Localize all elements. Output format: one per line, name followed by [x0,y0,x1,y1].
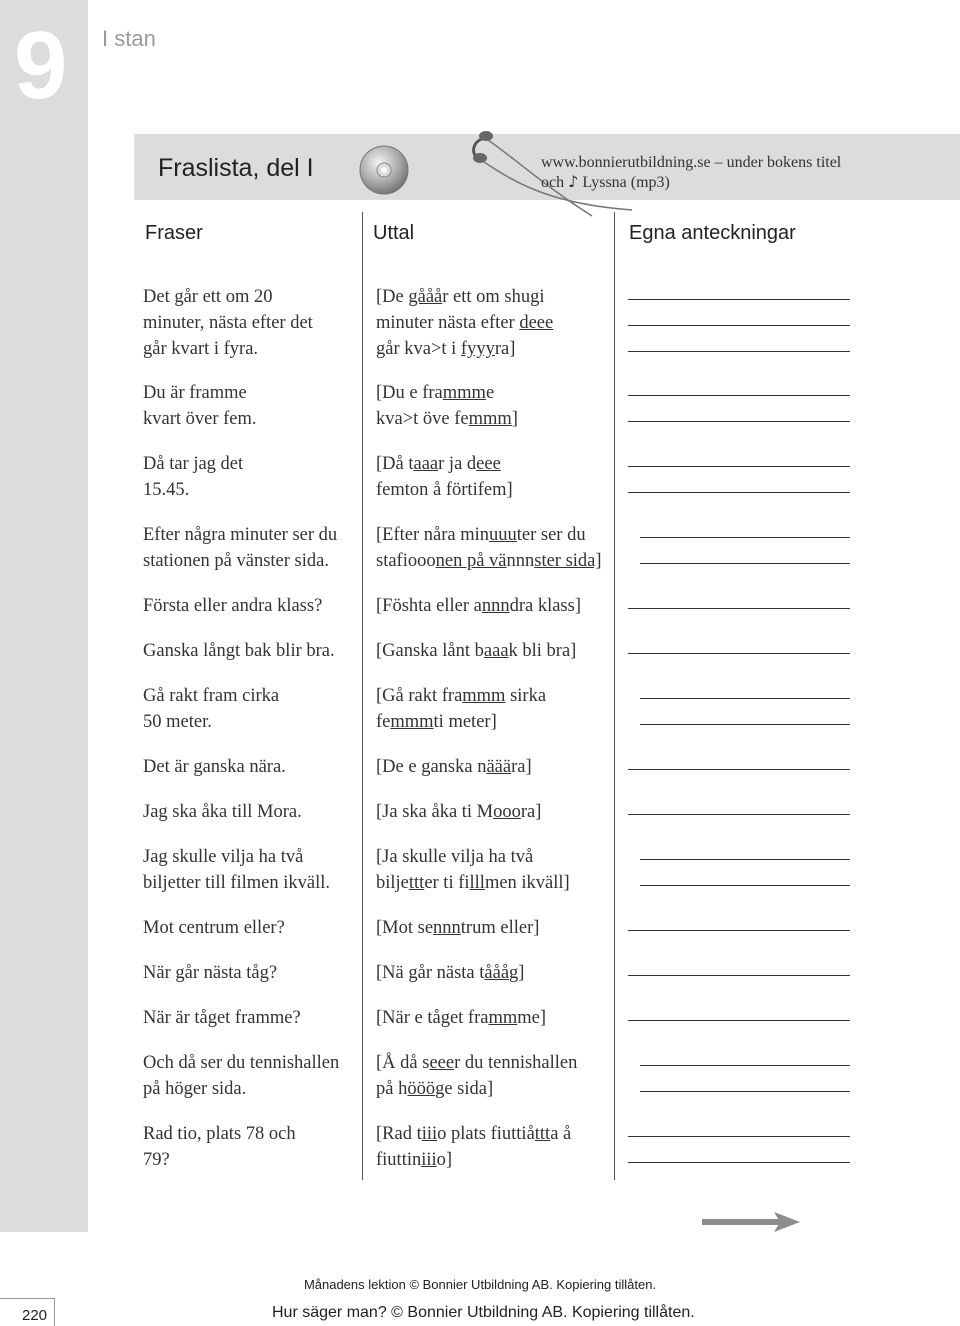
stressed-sound: ttt [534,1124,551,1144]
note-line[interactable] [640,885,850,886]
stressed-sound: mmm [442,383,486,403]
pronunciation-segment: femton å förtifem] [376,480,513,500]
stressed-sound: ster sida] [534,551,602,571]
phrase-line: Gå rakt fram cirka [143,686,280,706]
stressed-sound: eee [429,1053,455,1073]
pronunciation-line [376,1147,616,1173]
pronunciation-segment: r ett om shugi [442,287,545,307]
phrase-text [143,284,363,362]
phrase-line: Jag ska åka till Mora. [143,802,302,822]
note-line[interactable] [640,537,850,538]
pronunciation-line [376,406,616,432]
pronunciation-segment: ge sida] [435,1079,494,1099]
stressed-sound: iii [421,1124,438,1144]
phrase-line: 15.45. [143,480,190,500]
pronunciation-line [376,522,616,548]
stressed-sound: ööö [407,1079,436,1099]
stressed-sound: iii [421,1150,437,1170]
phrase-text [143,799,363,825]
note-line[interactable] [628,975,850,976]
pronunciation-line [376,683,616,709]
note-line[interactable] [640,698,850,699]
chapter-number: 9 [14,12,68,119]
pronunciation-segment: g] [509,963,525,983]
pronunciation-segment: a å [550,1124,572,1144]
pronunciation-segment: [De e ganska n [376,757,487,777]
pronunciation-line [376,336,616,362]
pronunciation-segment: ter ser du [516,525,586,545]
pronunciation-segment: ra] [511,757,532,777]
pronunciation-text [376,960,616,986]
stressed-sound: mmm [390,712,434,732]
note-line[interactable] [628,1136,850,1137]
note-line[interactable] [640,724,850,725]
pronunciation-segment: fiuttin [376,1150,422,1170]
note-line[interactable] [628,653,850,654]
stressed-sound: aaa [483,641,509,661]
phrase-line: biljetter till filmen ikväll. [143,873,331,893]
column-header-phrases: Fraser [145,222,203,244]
pronunciation-line [376,477,616,503]
pronunciation-segment: [Efter nåra min [376,525,489,545]
note-line[interactable] [628,421,850,422]
pronunciation-segment: [Föshta eller a [376,596,482,616]
pronunciation-segment: ra] [494,339,516,359]
pronunciation-segment: [Ja skulle vilja ha två [376,847,534,867]
pronunciation-segment: men ikväll] [484,873,570,893]
note-line[interactable] [628,814,850,815]
pronunciation-line [376,799,616,825]
stressed-sound: deee [519,313,554,333]
pronunciation-text [376,915,616,941]
phrase-line: Och då ser du tennishallen [143,1053,340,1073]
stressed-sound: äää [486,757,512,777]
pronunciation-line [376,1076,616,1102]
listen-prefix: och [541,174,569,191]
pronunciation-text [376,380,616,432]
pronunciation-line [376,870,616,896]
listen-suffix: Lyssna (mp3) [578,174,670,191]
pronunciation-segment: fe [376,712,391,732]
stressed-sound: ååå [484,963,510,983]
note-line[interactable] [628,1020,850,1021]
phrase-text [143,915,363,941]
note-line[interactable] [640,1065,850,1066]
phrase-line: Jag skulle vilja ha två [143,847,304,867]
pronunciation-segment: ] [511,409,518,429]
website-note [541,153,841,192]
note-line[interactable] [628,466,850,467]
phrase-line: Det går ett om 20 [143,287,273,307]
phrase-text [143,638,363,664]
pronunciation-segment: o] [436,1150,453,1170]
pronunciation-line [376,960,616,986]
list-title: Fraslista, del I [158,154,314,182]
phrase-text [143,593,363,619]
phrase-line: på höger sida. [143,1079,247,1099]
pronunciation-text [376,1050,616,1102]
stressed-sound: mmm [468,409,512,429]
phrase-line: stationen på vänster sida. [143,551,329,571]
phrase-text [143,1005,363,1031]
column-header-notes: Egna anteckningar [629,222,796,244]
pronunciation-line [376,754,616,780]
pronunciation-line [376,844,616,870]
pronunciation-segment: [Du e fra [376,383,443,403]
music-note-icon: ♪ [568,172,579,191]
chapter-title: I stan [102,26,156,51]
note-line[interactable] [628,492,850,493]
stressed-sound: ttt [408,873,425,893]
pronunciation-line [376,638,616,664]
pronunciation-line [376,451,616,477]
footer-copyright-lesson: Månadens lektion © Bonnier Utbildning AB. Kopiering tillåten. [303,1277,657,1292]
phrase-line: kvart över fem. [143,409,257,429]
pronunciation-segment: sirka [505,686,547,706]
stressed-sound: mm [488,1008,518,1028]
pronunciation-line [376,284,616,310]
pronunciation-line [376,380,616,406]
pronunciation-segment: går kva>t i [376,339,461,359]
pronunciation-line [376,548,616,574]
page-number: 220 [22,1307,48,1324]
phrase-text [143,844,363,896]
stressed-sound: aaa [413,454,439,474]
note-line[interactable] [628,769,850,770]
phrase-line: 79? [143,1150,170,1170]
pronunciation-text [376,451,616,503]
phrase-line: 50 meter. [143,712,212,732]
pronunciation-segment: [Ganska lånt b [376,641,484,661]
stressed-sound: fyyy [460,339,495,359]
website-line: www.bonnierutbildning.se – under bokens titel [541,154,842,171]
note-line[interactable] [628,608,850,609]
pronunciation-segment: [Nä går nästa t [376,963,485,983]
note-line[interactable] [628,1162,850,1163]
phrase-line: När är tåget framme? [143,1008,301,1028]
pronunciation-segment: me] [517,1008,547,1028]
pronunciation-text [376,1005,616,1031]
next-page-arrow-icon [702,1212,800,1232]
pronunciation-line [376,1005,616,1031]
pronunciation-text [376,284,616,362]
pronunciation-text [376,593,616,619]
pronunciation-text [376,1121,616,1173]
pronunciation-segment: r du tennishallen [454,1053,578,1073]
sidebar-band [0,0,88,1232]
pronunciation-line [376,593,616,619]
phrase-line: När går nästa tåg? [143,963,278,983]
phrase-line: Rad tio, plats 78 och [143,1124,296,1144]
stressed-sound: eee [476,454,501,474]
phrase-text [143,960,363,986]
phrase-line: går kvart i fyra. [143,339,259,359]
phrase-line: minuter, nästa efter det [143,313,313,333]
pronunciation-segment: minuter nästa efter [376,313,520,333]
note-line[interactable] [628,299,850,300]
pronunciation-text [376,522,616,574]
phrase-line: Första eller andra klass? [143,596,323,616]
pronunciation-text [376,683,616,735]
pronunciation-segment: o plats fiuttiå [437,1124,535,1144]
stressed-sound: gååå [408,287,443,307]
phrase-text [143,380,363,432]
pronunciation-segment: [Ja ska åka ti M [376,802,494,822]
phrase-text [143,522,363,574]
stressed-sound: mmm [462,686,506,706]
pronunciation-segment: trum eller] [460,918,540,938]
phrase-line: Mot centrum eller? [143,918,285,938]
pronunciation-segment: [Rad t [376,1124,422,1144]
pronunciation-text [376,799,616,825]
listen-line [541,172,841,192]
stressed-sound: lll [469,873,485,893]
note-line[interactable] [628,325,850,326]
column-header-pronunciation: Uttal [373,222,415,244]
stressed-sound: nnn [433,918,461,938]
pronunciation-segment: [Gå rakt fra [376,686,463,706]
pronunciation-line [376,1050,616,1076]
footer-copyright-book: Hur säger man? © Bonnier Utbildning AB. Kopiering tillåten. [272,1304,695,1321]
pronunciation-line [376,1121,616,1147]
note-line[interactable] [628,930,850,931]
pronunciation-line [376,310,616,336]
pronunciation-segment: kva>t öve fe [376,409,469,429]
phrase-line: Du är framme [143,383,247,403]
pronunciation-segment: [Då t [376,454,414,474]
phrase-line: Det är ganska nära. [143,757,286,777]
pronunciation-segment: på h [376,1079,408,1099]
note-line[interactable] [628,395,850,396]
pronunciation-segment: [De [376,287,409,307]
pronunciation-segment: r ja d [438,454,477,474]
note-line[interactable] [640,859,850,860]
phrase-text [143,754,363,780]
pronunciation-line [376,915,616,941]
note-line[interactable] [628,351,850,352]
phrase-text [143,1050,363,1102]
pronunciation-segment: ra] [520,802,542,822]
pronunciation-segment: bilje [376,873,409,893]
pronunciation-segment: [Å då s [376,1053,430,1073]
pronunciation-segment: [Mot se [376,918,434,938]
stressed-sound: uuu [489,525,517,545]
pronunciation-segment: ti meter] [433,712,497,732]
phrase-line: Då tar jag det [143,454,244,474]
pronunciation-segment: dra klass] [509,596,581,616]
pronunciation-text [376,844,616,896]
phrase-line: Ganska långt bak blir bra. [143,641,335,661]
pronunciation-segment: e [485,383,495,403]
pronunciation-segment: stafiooo [376,551,436,571]
pronunciation-text [376,638,616,664]
phrase-text [143,451,363,503]
pronunciation-segment: k bli bra] [508,641,577,661]
stressed-sound: nnn [481,596,510,616]
pronunciation-line [376,709,616,735]
stressed-sound: nen på vä [435,551,507,571]
pronunciation-text [376,754,616,780]
phrase-text [143,1121,363,1173]
pronunciation-segment: nnn [506,551,535,571]
note-line[interactable] [640,563,850,564]
cd-icon [358,144,410,196]
phrase-text [143,683,363,735]
note-line[interactable] [640,1091,850,1092]
pronunciation-segment: [När e tåget fra [376,1008,489,1028]
stressed-sound: ooo [493,802,521,822]
pronunciation-segment: er ti fi [424,873,470,893]
phrase-line: Efter några minuter ser du [143,525,338,545]
